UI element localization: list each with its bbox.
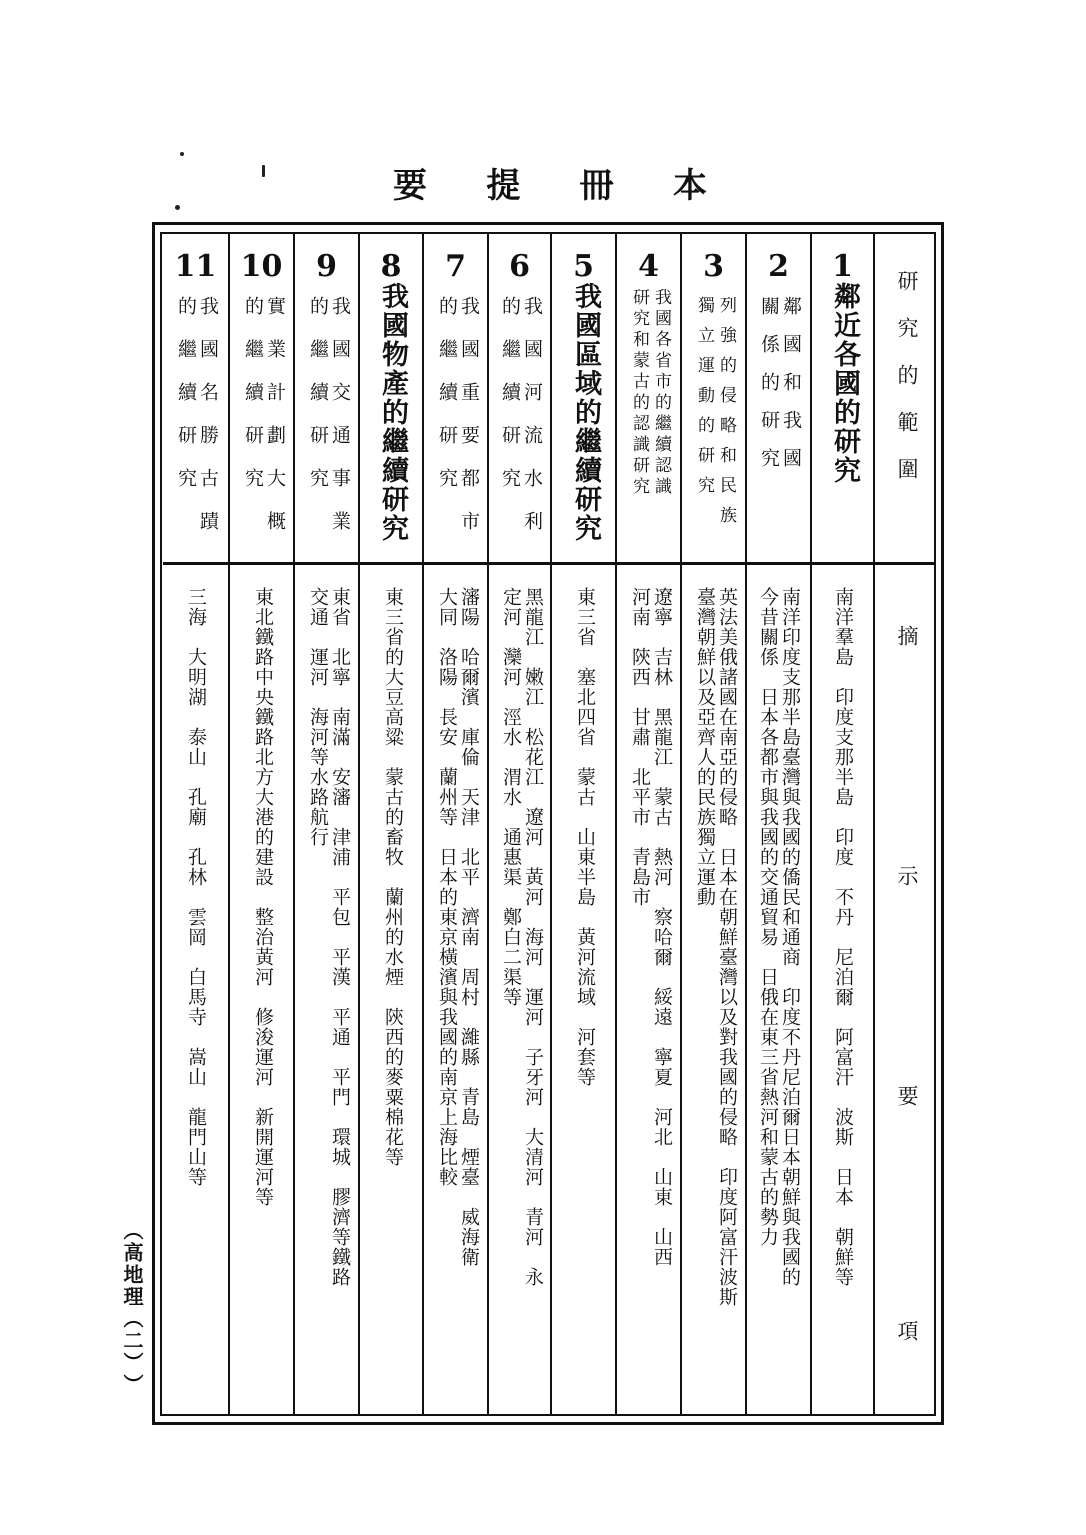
print-speck <box>180 152 184 156</box>
footer-book-label: ︵高地理︵二︶︶ <box>120 1220 144 1396</box>
topic-number: 5 <box>573 249 594 284</box>
topic-header-cell <box>617 232 680 565</box>
label-column <box>873 232 936 1416</box>
topic-number: 7 <box>445 249 466 284</box>
topic-column-10 <box>228 232 293 1416</box>
topic-body-text: 東三省 塞北四省 蒙古 山東半島 黃河流域 河套等 <box>574 587 596 1087</box>
topic-column-7 <box>422 232 487 1416</box>
topic-heading-line: 關係的研究 <box>758 296 780 486</box>
topic-number: 2 <box>768 249 789 284</box>
topic-column-9 <box>293 232 358 1416</box>
topic-body-text: 臺灣朝鮮以及亞齊人的民族獨立運動 <box>694 587 716 907</box>
topic-body-text: 交通 運河 海河等水路航行 <box>307 587 329 847</box>
label-body-cell <box>875 565 936 1416</box>
topic-body-text: 定河 灤河 涇水 渭水 通惠渠 鄭白二渠等 <box>500 587 522 1007</box>
topic-heading-line: 獨立運動的研究 <box>694 296 714 506</box>
topic-heading-line: 我國名勝古蹟 <box>197 296 219 554</box>
topic-body-cell <box>489 565 550 1416</box>
topic-header-cell <box>747 232 810 565</box>
topic-heading: 我國物產的繼續研究 <box>377 282 408 543</box>
topic-number: 4 <box>638 249 659 284</box>
title-char: 要 <box>393 166 427 206</box>
topic-heading-line: 列強的侵略和民族 <box>716 296 736 536</box>
topic-body-text: 東省 北寧 南滿 安瀋 津浦 平包 平漢 平通 平門 環城 膠濟等鐵路 <box>329 587 351 1287</box>
topic-heading-line: 鄰國和我國 <box>780 296 802 486</box>
print-speck <box>175 205 180 210</box>
topic-header-cell <box>489 232 550 565</box>
topic-heading-line: 的繼續研究 <box>436 296 458 511</box>
topic-body-text: 英法美俄諸國在南亞的侵略 日本在朝鮮臺灣以及對我國的侵略 印度阿富汗波斯 <box>716 587 738 1307</box>
topic-body-text: 東三省的大豆高粱 蒙古的畜牧 蘭州的水煙 陝西的麥粟棉花等 <box>382 587 404 1167</box>
topic-heading-line: 的繼續研究 <box>175 296 197 511</box>
title-char: 本 <box>672 166 707 206</box>
topic-heading: 鄰近各國的研究 <box>829 282 860 485</box>
topic-body-cell <box>617 565 680 1416</box>
topic-body-text: 南洋印度支那半島臺灣與我國的僑民和通商 印度不丹尼泊爾日本朝鮮與我國的 <box>779 587 801 1287</box>
topic-body-cell <box>812 565 873 1416</box>
topic-header-cell <box>812 232 873 565</box>
topic-column-2 <box>745 232 810 1416</box>
topic-number: 9 <box>316 249 337 284</box>
topic-header-cell <box>230 232 293 565</box>
topic-body-text: 大同 洛陽 長安 蘭州等 日本的東京橫濱與我國的南京上海比較 <box>436 587 458 1187</box>
title-char: 提 <box>486 166 521 206</box>
title-char: 冊 <box>579 166 614 206</box>
label-body-char: 要 <box>895 1085 919 1106</box>
topic-body-text: 南洋羣島 印度支那半島 印度 不丹 尼泊爾 阿富汗 波斯 日本 朝鮮等 <box>832 587 854 1287</box>
label-body-char: 示 <box>895 865 919 886</box>
topic-body-text: 今昔關係 日本各都市與我國的交通貿易 日俄在東三省熱河和蒙古的勢力 <box>757 587 779 1247</box>
topic-column-8 <box>358 232 422 1416</box>
label-body-char: 項 <box>895 1320 919 1341</box>
topic-column-5 <box>550 232 615 1416</box>
topic-heading-line: 實業計劃大概 <box>264 296 286 554</box>
topic-column-3 <box>680 232 745 1416</box>
topic-heading: 我國區域的繼續研究 <box>570 282 601 543</box>
topic-body-cell <box>424 565 487 1416</box>
topic-header-cell <box>424 232 487 565</box>
topic-heading-line: 我國河流水利 <box>521 296 543 554</box>
topic-heading-line: 研究和蒙古的認識研究 <box>629 288 649 498</box>
label-body-char: 摘 <box>895 625 919 646</box>
topic-body-cell <box>360 565 422 1416</box>
topic-heading-line: 的繼續研究 <box>499 296 521 511</box>
topic-header-cell <box>682 232 745 565</box>
topic-column-4 <box>615 232 680 1416</box>
topic-header-cell <box>295 232 358 565</box>
topic-number: 3 <box>703 249 724 284</box>
topic-number: 1 <box>832 249 853 284</box>
topic-heading-line: 我國交通事業 <box>329 296 351 554</box>
topic-heading-line: 的繼續研究 <box>242 296 264 511</box>
topic-body-cell <box>163 565 228 1416</box>
topic-column-11 <box>163 232 228 1416</box>
topic-body-text: 東北鐵路中央鐵路北方大港的建設 整治黃河 修浚運河 新開運河等 <box>252 587 274 1207</box>
topic-heading-line: 的繼續研究 <box>307 296 329 511</box>
topic-body-text: 瀋陽 哈爾濱 庫倫 天津 北平 濟南 周村 濰縣 青島 煙臺 威海衛 <box>458 587 480 1267</box>
topic-number: 8 <box>380 249 402 284</box>
topic-body-text: 遼寧 吉林 黑龍江 蒙古 熱河 察哈爾 綏遠 寧夏 河北 山東 山西 <box>651 587 673 1267</box>
topic-header-cell <box>163 232 228 565</box>
topic-body-cell <box>552 565 615 1416</box>
page-title <box>390 158 710 206</box>
label-header-cell <box>875 232 936 565</box>
topic-header-cell <box>360 232 422 565</box>
topic-body-text: 河南 陝西 甘肅 北平市 青島市 <box>629 587 651 907</box>
print-speck <box>262 165 265 177</box>
topic-body-cell <box>747 565 810 1416</box>
topic-heading-line: 我國重要都市 <box>458 296 480 554</box>
topic-number: 10 <box>240 249 283 284</box>
topic-heading-line: 我國各省市的繼續認識 <box>651 288 671 498</box>
topic-body-cell <box>230 565 293 1416</box>
topic-column-6 <box>487 232 550 1416</box>
label-header-text: 研究的範圍 <box>895 270 919 505</box>
topic-body-cell <box>682 565 745 1416</box>
topic-body-text: 黑龍江 嫩江 松花江 遼河 黃河 海河 運河 子牙河 大清河 青河 永 <box>522 587 544 1287</box>
topic-column-1 <box>810 232 873 1416</box>
topic-body-text: 三海 大明湖 泰山 孔廟 孔林 雲岡 白馬寺 嵩山 龍門山等 <box>185 587 207 1187</box>
topic-number: 6 <box>509 249 530 284</box>
topic-body-cell <box>295 565 358 1416</box>
topic-number: 11 <box>174 249 217 284</box>
topic-header-cell <box>552 232 615 565</box>
